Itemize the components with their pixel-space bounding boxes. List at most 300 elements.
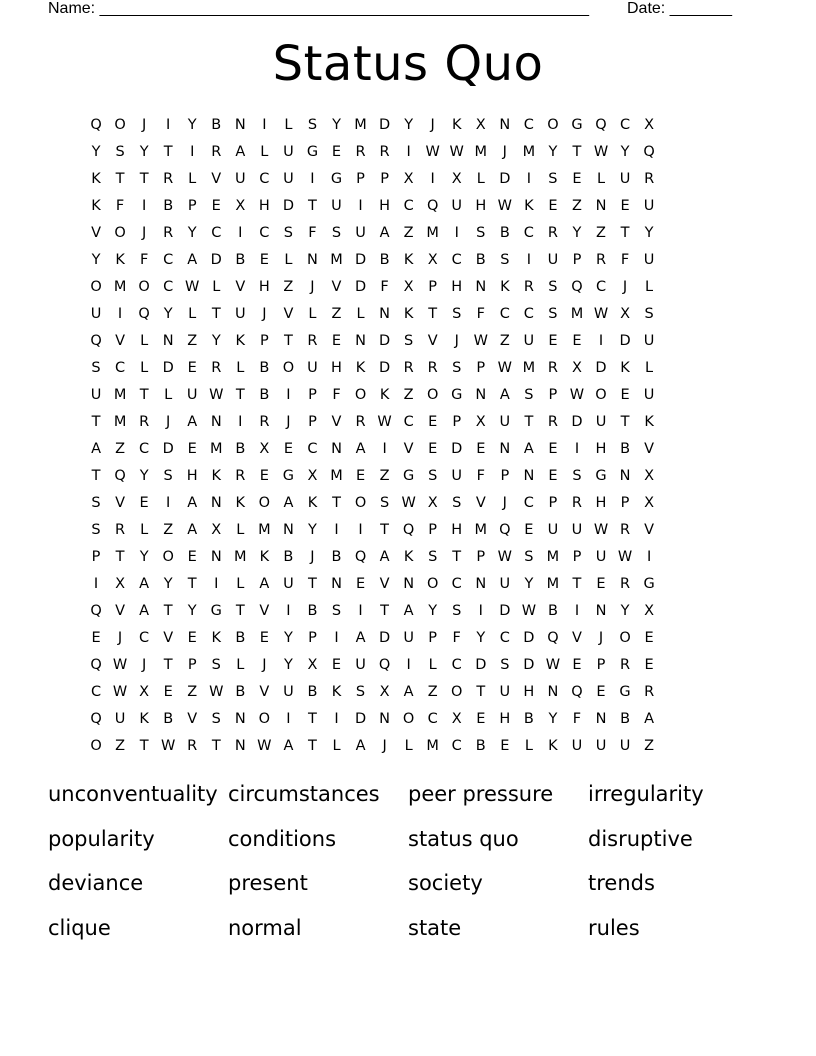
grid-letter: Q xyxy=(571,684,583,700)
grid-letter: E xyxy=(259,630,269,646)
grid-letter: V xyxy=(379,576,390,592)
grid-letter: G xyxy=(571,117,583,133)
grid-letter: Z xyxy=(499,333,510,349)
grid-letter: G xyxy=(306,144,319,160)
grid-letter: A xyxy=(187,522,198,538)
grid-letter: U xyxy=(643,333,655,349)
grid-letter: R xyxy=(355,414,366,430)
grid-letter: S xyxy=(500,657,510,673)
grid-letter: T xyxy=(187,576,197,592)
grid-letter: K xyxy=(524,198,534,214)
grid-letter: U xyxy=(451,198,463,214)
grid-letter: L xyxy=(332,738,341,754)
grid-letter: X xyxy=(644,603,655,619)
grid-letter: R xyxy=(115,522,126,538)
grid-letter: U xyxy=(307,360,318,376)
grid-letter: T xyxy=(139,171,149,187)
grid-letter: R xyxy=(187,738,198,754)
grid-letter: I xyxy=(406,657,411,673)
grid-letter: V xyxy=(91,225,101,241)
grid-letter: E xyxy=(476,711,486,727)
grid-letter: K xyxy=(235,333,246,349)
grid-letter: U xyxy=(90,387,102,403)
grid-letter: H xyxy=(499,711,511,727)
grid-letter: D xyxy=(475,657,487,673)
grid-letter: W xyxy=(593,522,609,538)
grid-letter: R xyxy=(571,495,582,511)
grid-letter: D xyxy=(210,252,222,268)
grid-letter: X xyxy=(644,117,655,133)
grid-row xyxy=(84,193,732,220)
grid-letter: W xyxy=(257,738,272,754)
grid-letter: E xyxy=(548,441,558,457)
grid-letter: U xyxy=(643,198,655,214)
grid-letter: P xyxy=(596,657,606,673)
grid-letter: C xyxy=(307,441,318,457)
grid-letter: I xyxy=(646,549,652,565)
grid-letter: Q xyxy=(499,522,511,538)
grid-letter: Z xyxy=(403,225,414,241)
grid-letter: R xyxy=(307,333,318,349)
grid-letter: B xyxy=(547,603,558,619)
grid-row xyxy=(84,382,732,409)
grid-letter: H xyxy=(475,198,487,214)
grid-letter: R xyxy=(547,360,558,376)
grid-letter: S xyxy=(379,495,390,511)
grid-letter: N xyxy=(331,576,342,592)
grid-letter: E xyxy=(428,441,438,457)
grid-letter: X xyxy=(427,495,438,511)
grid-letter: R xyxy=(644,684,655,700)
grid-letter: M xyxy=(474,144,488,160)
grid-letter: T xyxy=(91,414,101,430)
grid-row xyxy=(84,544,732,571)
grid-letter: O xyxy=(90,279,102,295)
grid-letter: A xyxy=(283,738,294,754)
grid-letter: P xyxy=(476,360,486,376)
grid-row xyxy=(84,733,732,760)
grid-letter: A xyxy=(499,387,510,403)
grid-letter: W xyxy=(521,603,537,619)
grid-row xyxy=(84,274,732,301)
grid-letter: P xyxy=(308,387,317,403)
grid-row xyxy=(84,517,732,544)
grid-letter: Q xyxy=(595,117,607,133)
grid-letter: Z xyxy=(427,684,438,700)
grid-letter: O xyxy=(426,576,439,592)
grid-letter: L xyxy=(404,738,413,754)
grid-letter: V xyxy=(259,684,270,700)
grid-letter: T xyxy=(211,306,221,322)
grid-letter: M xyxy=(474,522,488,538)
grid-letter: Y xyxy=(139,468,149,484)
grid-letter: G xyxy=(330,171,343,187)
grid-letter: E xyxy=(331,657,342,673)
grid-letter: G xyxy=(595,468,607,484)
grid-letter: M xyxy=(570,306,584,322)
grid-row xyxy=(84,355,732,382)
grid-letter: T xyxy=(115,549,125,565)
grid-letter: R xyxy=(259,414,270,430)
grid-letter: D xyxy=(499,603,511,619)
grid-letter: T xyxy=(308,738,317,754)
grid-letter: X xyxy=(379,684,390,700)
grid-letter: I xyxy=(286,711,291,727)
grid-letter: W xyxy=(209,684,224,700)
grid-letter: R xyxy=(595,252,607,268)
grid-letter: H xyxy=(595,495,607,511)
grid-letter: Q xyxy=(643,144,655,160)
grid-letter: Y xyxy=(283,630,293,646)
grid-letter: I xyxy=(334,711,339,727)
grid-letter: I xyxy=(406,144,411,160)
grid-letter: J xyxy=(502,495,507,511)
grid-letter: S xyxy=(548,171,558,187)
grid-letter: D xyxy=(379,630,391,646)
grid-letter: Q xyxy=(402,522,415,538)
grid-letter: P xyxy=(548,387,558,403)
grid-letter: S xyxy=(428,549,438,565)
grid-letter: K xyxy=(403,549,414,565)
grid-letter: D xyxy=(354,252,367,268)
grid-letter: C xyxy=(451,576,462,592)
grid-letter: F xyxy=(115,198,125,214)
grid-letter: H xyxy=(379,198,391,214)
grid-letter: C xyxy=(163,279,174,295)
grid-letter: I xyxy=(358,522,363,538)
grid-letter: M xyxy=(113,387,127,403)
word-bank-item: normal xyxy=(228,915,302,940)
grid-letter: X xyxy=(620,306,631,322)
grid-letter: V xyxy=(283,306,294,322)
grid-letter: T xyxy=(283,333,293,349)
grid-letter: P xyxy=(428,522,438,538)
grid-letter: U xyxy=(90,306,102,322)
grid-letter: E xyxy=(476,441,486,457)
grid-letter: Z xyxy=(187,684,198,700)
grid-letter: Y xyxy=(572,225,582,241)
grid-letter: B xyxy=(235,684,246,700)
grid-letter: K xyxy=(211,468,222,484)
grid-letter: V xyxy=(475,495,486,511)
grid-letter: I xyxy=(190,144,195,160)
grid-letter: W xyxy=(185,279,200,295)
grid-letter: C xyxy=(451,657,462,673)
grid-letter: I xyxy=(526,171,531,187)
grid-letter: X xyxy=(571,360,582,376)
grid-letter: A xyxy=(187,495,198,511)
grid-letter: P xyxy=(452,414,462,430)
grid-letter: O xyxy=(282,360,295,376)
grid-letter: Z xyxy=(571,198,582,214)
grid-letter: E xyxy=(644,630,654,646)
grid-letter: W xyxy=(112,657,128,673)
grid-letter: D xyxy=(282,198,294,214)
word-bank-item: society xyxy=(408,871,483,895)
grid-letter: P xyxy=(548,495,558,511)
grid-letter: S xyxy=(452,603,462,619)
grid-letter: Y xyxy=(620,603,630,619)
grid-letter: W xyxy=(593,306,609,322)
grid-row xyxy=(84,409,732,436)
grid-letter: K xyxy=(91,171,101,187)
grid-letter: W xyxy=(617,549,633,565)
grid-letter: E xyxy=(500,738,510,754)
grid-letter: L xyxy=(236,657,245,673)
grid-letter: Z xyxy=(379,468,390,484)
grid-letter: B xyxy=(307,684,318,700)
grid-letter: M xyxy=(330,468,343,484)
grid-letter: Y xyxy=(163,576,173,592)
grid-letter: T xyxy=(139,738,149,754)
grid-letter: H xyxy=(595,441,607,457)
grid-letter: H xyxy=(258,279,270,295)
letter-grid xyxy=(84,112,732,760)
grid-letter: G xyxy=(282,468,295,484)
grid-letter: S xyxy=(548,306,558,322)
grid-letter: U xyxy=(355,225,366,241)
grid-letter: D xyxy=(354,279,367,295)
grid-letter: L xyxy=(140,333,149,349)
grid-letter: Q xyxy=(90,333,102,349)
grid-letter: E xyxy=(259,252,269,268)
grid-letter: E xyxy=(211,198,221,214)
grid-row xyxy=(84,679,732,706)
grid-letter: W xyxy=(401,495,416,511)
grid-letter: N xyxy=(595,711,607,727)
grid-letter: P xyxy=(187,657,197,673)
grid-letter: K xyxy=(451,117,462,133)
grid-letter: C xyxy=(523,225,534,241)
grid-letter: Y xyxy=(644,225,654,241)
grid-row xyxy=(84,598,732,625)
grid-letter: U xyxy=(451,468,463,484)
grid-letter: I xyxy=(526,252,531,268)
grid-letter: Y xyxy=(428,603,438,619)
grid-letter: L xyxy=(212,279,221,295)
grid-letter: U xyxy=(571,738,583,754)
grid-letter: U xyxy=(595,549,607,565)
grid-row xyxy=(84,571,732,598)
grid-letter: O xyxy=(258,495,271,511)
grid-letter: A xyxy=(379,225,390,241)
grid-letter: N xyxy=(210,414,222,430)
word-bank xyxy=(48,778,768,956)
grid-letter: L xyxy=(308,306,317,322)
grid-letter: F xyxy=(476,468,485,484)
grid-letter: Y xyxy=(187,225,197,241)
grid-letter: D xyxy=(571,414,583,430)
header xyxy=(48,0,740,20)
grid-letter: L xyxy=(140,360,149,376)
grid-letter: E xyxy=(548,198,558,214)
grid-letter: B xyxy=(283,549,294,565)
grid-letter: V xyxy=(331,279,342,295)
grid-letter: C xyxy=(523,117,534,133)
grid-letter: G xyxy=(210,603,222,619)
grid-letter: F xyxy=(620,252,630,268)
grid-letter: L xyxy=(260,144,269,160)
grid-letter: C xyxy=(403,198,414,214)
grid-letter: T xyxy=(572,576,582,592)
word-bank-item: deviance xyxy=(48,871,144,895)
grid-letter: Y xyxy=(332,117,341,133)
grid-letter: A xyxy=(139,576,150,592)
grid-letter: E xyxy=(524,522,534,538)
grid-letter: J xyxy=(310,279,315,295)
grid-letter: Q xyxy=(90,603,102,619)
grid-letter: W xyxy=(569,387,585,403)
grid-letter: U xyxy=(571,522,583,538)
grid-letter: C xyxy=(90,684,102,700)
grid-letter: P xyxy=(572,252,582,268)
grid-letter: U xyxy=(283,576,294,592)
word-bank-item: conditions xyxy=(228,826,337,851)
grid-letter: O xyxy=(619,630,631,646)
grid-letter: U xyxy=(355,657,366,673)
grid-letter: O xyxy=(426,387,439,403)
grid-row xyxy=(84,166,732,193)
grid-letter: V xyxy=(187,711,198,727)
grid-letter: K xyxy=(644,414,654,430)
grid-letter: E xyxy=(163,684,173,700)
grid-letter: I xyxy=(286,387,291,403)
grid-letter: C xyxy=(259,171,270,187)
grid-row xyxy=(84,220,732,247)
grid-letter: V xyxy=(115,603,126,619)
grid-letter: X xyxy=(644,468,655,484)
grid-letter: R xyxy=(211,360,222,376)
grid-letter: X xyxy=(115,576,126,592)
grid-letter: N xyxy=(282,522,294,538)
grid-letter: R xyxy=(427,360,438,376)
grid-letter: A xyxy=(187,414,198,430)
grid-letter: S xyxy=(115,144,125,160)
grid-letter: T xyxy=(620,414,630,430)
grid-letter: N xyxy=(595,198,607,214)
grid-letter: Q xyxy=(547,630,559,646)
word-bank-item: clique xyxy=(48,915,111,940)
grid-letter: T xyxy=(163,657,173,673)
grid-letter: L xyxy=(428,657,437,673)
grid-letter: C xyxy=(595,279,607,295)
grid-letter: C xyxy=(211,225,222,241)
grid-letter: A xyxy=(139,603,150,619)
grid-letter: R xyxy=(163,171,174,187)
grid-letter: O xyxy=(354,387,367,403)
grid-letter: J xyxy=(454,333,459,349)
grid-letter: I xyxy=(574,441,580,457)
grid-letter: D xyxy=(499,171,511,187)
grid-letter: P xyxy=(380,171,389,187)
grid-letter: M xyxy=(546,549,560,565)
grid-letter: T xyxy=(139,387,149,403)
grid-letter: V xyxy=(115,333,126,349)
grid-letter: S xyxy=(572,468,582,484)
grid-letter: C xyxy=(499,630,510,646)
grid-letter: L xyxy=(164,387,173,403)
grid-letter: I xyxy=(358,603,363,619)
grid-letter: O xyxy=(354,495,367,511)
grid-letter: W xyxy=(497,360,512,376)
grid-letter: U xyxy=(547,522,559,538)
grid-letter: B xyxy=(235,630,246,646)
grid-letter: K xyxy=(403,306,414,322)
grid-letter: O xyxy=(90,738,102,754)
grid-letter: S xyxy=(91,360,101,376)
grid-letter: Y xyxy=(404,117,414,133)
grid-letter: B xyxy=(620,441,631,457)
name-field: Name: _______________________________________________________ xyxy=(48,0,589,17)
grid-letter: N xyxy=(379,306,391,322)
grid-letter: Y xyxy=(187,117,197,133)
grid-letter: J xyxy=(430,117,435,133)
grid-letter: S xyxy=(355,684,366,700)
grid-letter: L xyxy=(236,522,245,538)
grid-letter: M xyxy=(522,144,536,160)
grid-letter: V xyxy=(211,171,222,187)
grid-letter: Z xyxy=(403,387,414,403)
grid-letter: K xyxy=(331,684,342,700)
grid-letter: A xyxy=(355,441,366,457)
grid-letter: M xyxy=(234,549,247,565)
word-bank-item: circumstances xyxy=(228,782,380,806)
grid-letter: T xyxy=(235,603,245,619)
word-bank-item: status quo xyxy=(408,826,519,851)
grid-letter: L xyxy=(356,306,365,322)
grid-letter: V xyxy=(163,630,174,646)
grid-letter: X xyxy=(403,171,414,187)
grid-letter: G xyxy=(403,468,415,484)
grid-letter: S xyxy=(331,225,342,241)
grid-letter: X xyxy=(139,684,150,700)
grid-letter: T xyxy=(115,171,125,187)
grid-letter: P xyxy=(476,549,486,565)
grid-letter: E xyxy=(187,360,197,376)
grid-letter: Q xyxy=(90,711,102,727)
grid-letter: U xyxy=(619,738,631,754)
grid-row xyxy=(84,247,732,274)
grid-letter: E xyxy=(139,495,149,511)
grid-letter: Y xyxy=(211,333,221,349)
grid-letter: U xyxy=(499,576,511,592)
grid-letter: I xyxy=(166,495,171,511)
grid-letter: H xyxy=(451,522,463,538)
grid-letter: K xyxy=(403,252,414,268)
grid-letter: Z xyxy=(163,522,174,538)
grid-row xyxy=(84,625,732,652)
grid-letter: Q xyxy=(378,657,391,673)
grid-letter: D xyxy=(162,360,174,376)
grid-letter: N xyxy=(523,468,535,484)
grid-letter: R xyxy=(523,279,534,295)
grid-letter: E xyxy=(548,333,558,349)
grid-letter: L xyxy=(596,171,606,187)
word-bank-item: state xyxy=(408,915,462,940)
grid-letter: P xyxy=(620,495,630,511)
grid-letter: D xyxy=(379,360,391,376)
grid-letter: N xyxy=(162,333,174,349)
grid-letter: J xyxy=(141,225,147,241)
grid-letter: B xyxy=(259,360,270,376)
grid-letter: P xyxy=(308,630,317,646)
grid-letter: B xyxy=(163,711,174,727)
grid-letter: N xyxy=(234,711,246,727)
grid-letter: T xyxy=(452,549,462,565)
grid-letter: W xyxy=(593,144,609,160)
grid-letter: T xyxy=(91,468,101,484)
grid-letter: T xyxy=(163,144,173,160)
